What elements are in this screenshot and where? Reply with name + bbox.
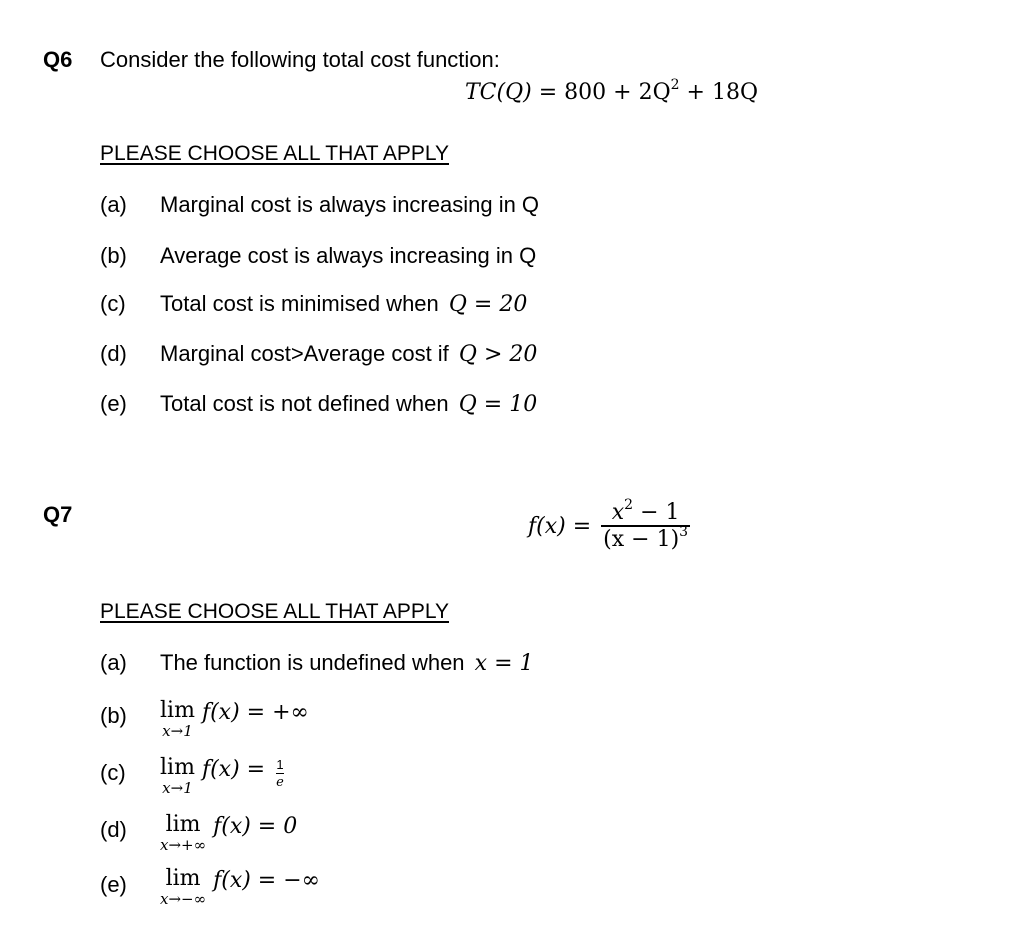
lim-subscript: x→+∞ xyxy=(160,836,207,854)
q7-num-exp: 2 xyxy=(624,497,634,513)
q7-option-c-fraction xyxy=(276,757,284,790)
question-number-q6: Q6 xyxy=(43,47,73,72)
q7-option-c-label[interactable]: (c) xyxy=(100,760,126,785)
q6-option-c-label[interactable]: (c) xyxy=(100,291,126,316)
q6-option-a-label[interactable]: (a) xyxy=(100,192,127,217)
q7-formula-denominator xyxy=(601,523,690,552)
frac-num: 1 xyxy=(276,757,284,772)
q6-option-e-text[interactable] xyxy=(160,391,537,417)
q7-option-d-lim xyxy=(160,814,206,853)
q7-option-d-expr[interactable] xyxy=(160,814,297,853)
q7-den-pre: (x − 1) xyxy=(603,526,680,552)
lim-text: lim xyxy=(160,698,195,723)
q6-formula-rhs-pre: 800 + 2Q xyxy=(564,80,671,105)
q7-option-e-expr[interactable] xyxy=(160,868,320,907)
q7-formula-fraction xyxy=(601,497,690,552)
q7-option-d-label[interactable]: (d) xyxy=(100,817,127,842)
q6-formula xyxy=(465,77,758,105)
q7-option-e-lim xyxy=(160,868,206,907)
q6-instruction: PLEASE CHOOSE ALL THAT APPLY xyxy=(100,142,449,165)
q7-option-c-lim xyxy=(160,757,195,796)
fraction-bar xyxy=(276,773,284,774)
q7-option-a-math: x = 1 xyxy=(474,651,534,676)
q6-option-d-math: Q > 20 xyxy=(458,342,538,367)
q6-option-c-text[interactable] xyxy=(160,291,527,317)
q7-option-b-lim xyxy=(160,700,195,739)
q6-option-c-math: Q = 20 xyxy=(448,292,528,317)
q6-option-c-text-span: Total cost is minimised when xyxy=(160,291,439,316)
q7-num-pre: x xyxy=(611,500,625,525)
q6-option-a-text-span: Marginal cost is always increasing in Q xyxy=(160,192,540,217)
q7-formula-lhs: f(x) = xyxy=(528,513,592,539)
q6-formula-rhs-exp: 2 xyxy=(670,77,680,93)
question-number-q7: Q7 xyxy=(43,502,73,527)
q6-option-d-label[interactable]: (d) xyxy=(100,341,127,366)
q7-num-post: − 1 xyxy=(633,500,680,525)
q7-option-b-body: f(x) = +∞ xyxy=(201,700,309,725)
q6-option-a-text[interactable] xyxy=(160,192,539,218)
lim-subscript: x→−∞ xyxy=(160,890,207,908)
q7-formula xyxy=(528,497,690,552)
q7-instruction: PLEASE CHOOSE ALL THAT APPLY xyxy=(100,600,449,623)
frac-den: e xyxy=(276,775,284,790)
q7-option-e-body: f(x) = −∞ xyxy=(213,868,320,893)
q6-option-b-text[interactable] xyxy=(160,243,536,269)
q7-option-c-body: f(x) = xyxy=(201,757,266,782)
q7-option-a-text-span: The function is undefined when xyxy=(160,650,465,675)
q6-option-b-label[interactable]: (b) xyxy=(100,243,127,268)
q7-den-exp: 3 xyxy=(679,523,689,540)
q6-prompt: Consider the following total cost function: xyxy=(100,47,500,72)
q7-option-b-expr[interactable] xyxy=(160,700,309,739)
q6-option-e-label[interactable]: (e) xyxy=(100,391,127,416)
q6-option-b-text-span: Average cost is always increasing in Q xyxy=(160,243,537,268)
q6-option-e-math: Q = 10 xyxy=(458,392,538,417)
q6-formula-lhs: TC(Q) xyxy=(465,80,532,105)
q6-formula-rhs-post: + 18Q xyxy=(679,80,758,105)
q7-option-b-label[interactable]: (b) xyxy=(100,703,127,728)
lim-text: lim xyxy=(165,866,201,891)
q6-option-d-text-span: Marginal cost>Average cost if xyxy=(160,341,449,366)
q7-option-e-label[interactable]: (e) xyxy=(100,872,127,897)
q6-option-d-text[interactable] xyxy=(160,341,537,367)
lim-text: lim xyxy=(160,755,195,780)
q7-option-a-label[interactable]: (a) xyxy=(100,650,127,675)
lim-subscript: x→1 xyxy=(162,722,193,740)
lim-text: lim xyxy=(165,812,201,837)
q6-option-e-text-span: Total cost is not defined when xyxy=(160,391,449,416)
q7-option-c-expr[interactable] xyxy=(160,757,284,796)
q7-option-a-text[interactable] xyxy=(160,650,534,676)
lim-subscript: x→1 xyxy=(162,779,193,797)
q7-formula-numerator xyxy=(610,497,682,525)
q7-option-d-body: f(x) = 0 xyxy=(213,814,298,839)
q6-formula-eq: = xyxy=(538,80,558,105)
